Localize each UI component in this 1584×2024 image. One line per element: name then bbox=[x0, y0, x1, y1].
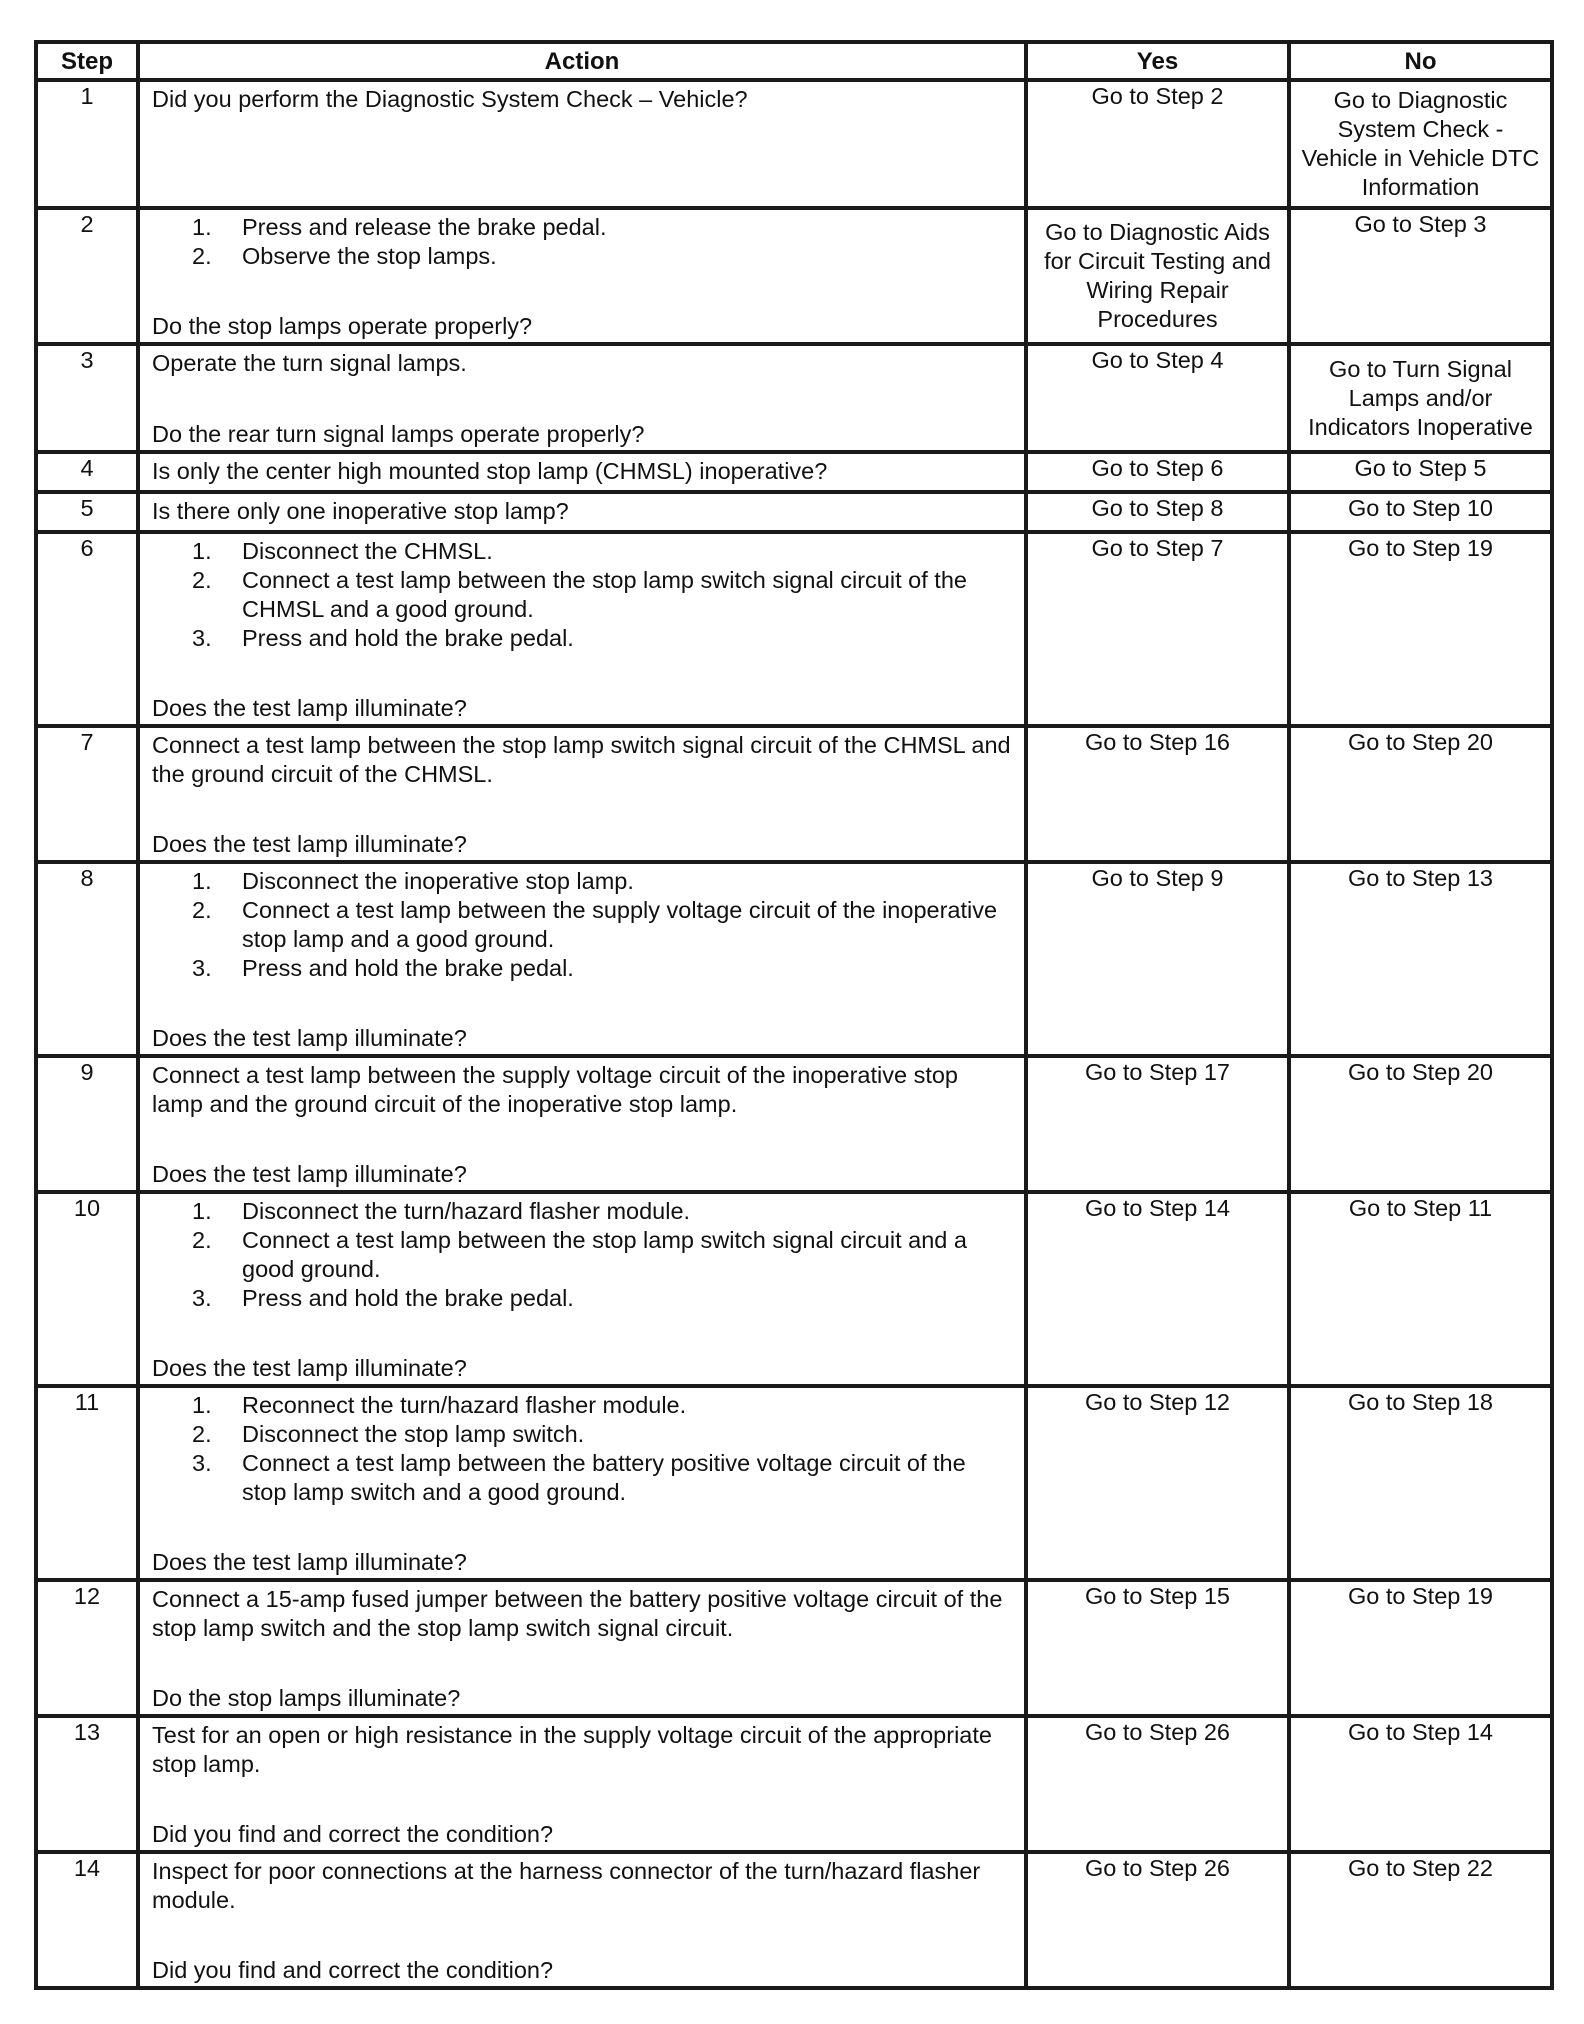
list-item bbox=[192, 1449, 1012, 1507]
action-question: Do the rear turn signal lamps operate properly? bbox=[152, 421, 645, 447]
action-question: Does the test lamp illuminate? bbox=[152, 831, 467, 857]
action-steps-list bbox=[152, 213, 1012, 271]
list-item-number: 1. bbox=[192, 1198, 212, 1224]
yes-result: Go to Step 9 bbox=[1026, 862, 1289, 1056]
list-item-number: 1. bbox=[192, 538, 212, 564]
step-number: 1 bbox=[36, 80, 138, 208]
action-text: Connect a 15-amp fused jumper between the battery positive voltage circuit of the stop lamp switch and the stop lamp switch signal circuit. bbox=[152, 1586, 1003, 1641]
step-number: 5 bbox=[36, 492, 138, 532]
yes-result: Go to Step 17 bbox=[1026, 1056, 1289, 1192]
action-question: Does the test lamp illuminate? bbox=[152, 1355, 467, 1381]
step-number: 12 bbox=[36, 1580, 138, 1716]
action-cell bbox=[138, 80, 1026, 208]
list-item-text: Press and hold the brake pedal. bbox=[242, 625, 574, 651]
list-item-number: 2. bbox=[192, 243, 212, 269]
header-step: Step bbox=[36, 42, 138, 80]
list-item-text: Connect a test lamp between the stop lamp switch signal circuit and a good ground. bbox=[242, 1227, 967, 1282]
list-item bbox=[192, 1197, 1012, 1226]
list-item bbox=[192, 1420, 1012, 1449]
list-item-number: 2. bbox=[192, 567, 212, 593]
table-row bbox=[36, 1716, 1552, 1852]
no-result: Go to Step 5 bbox=[1289, 452, 1552, 492]
list-item bbox=[192, 242, 1012, 271]
action-cell bbox=[138, 1716, 1026, 1852]
table-row bbox=[36, 1580, 1552, 1716]
diagnostic-table bbox=[34, 40, 1554, 1990]
yes-result: Go to Step 16 bbox=[1026, 726, 1289, 862]
yes-result: Go to Step 12 bbox=[1026, 1386, 1289, 1580]
yes-result: Go to Step 4 bbox=[1026, 344, 1289, 452]
no-result: Go to Step 18 bbox=[1289, 1386, 1552, 1580]
action-question: Does the test lamp illuminate? bbox=[152, 1549, 467, 1575]
list-item-text: Observe the stop lamps. bbox=[242, 243, 497, 269]
table-body bbox=[36, 80, 1552, 1988]
action-cell bbox=[138, 492, 1026, 532]
action-question: Do the stop lamps operate properly? bbox=[152, 313, 533, 339]
table-row bbox=[36, 1852, 1552, 1988]
list-item-number: 2. bbox=[192, 1421, 212, 1447]
list-item bbox=[192, 867, 1012, 896]
no-result: Go to Turn Signal Lamps and/or Indicators Inoperative bbox=[1289, 344, 1552, 452]
yes-result: Go to Step 2 bbox=[1026, 80, 1289, 208]
no-result: Go to Step 13 bbox=[1289, 862, 1552, 1056]
table-row bbox=[36, 1386, 1552, 1580]
action-text: Did you perform the Diagnostic System Check – Vehicle? bbox=[152, 86, 748, 112]
action-steps-list bbox=[152, 537, 1012, 653]
action-text: Is only the center high mounted stop lamp (CHMSL) inoperative? bbox=[152, 458, 828, 484]
step-number: 8 bbox=[36, 862, 138, 1056]
action-question: Does the test lamp illuminate? bbox=[152, 1025, 467, 1051]
no-result: Go to Step 3 bbox=[1289, 208, 1552, 344]
table-row bbox=[36, 80, 1552, 208]
list-item-number: 1. bbox=[192, 214, 212, 240]
yes-result: Go to Step 26 bbox=[1026, 1716, 1289, 1852]
action-cell bbox=[138, 344, 1026, 452]
list-item bbox=[192, 213, 1012, 242]
list-item-text: Disconnect the turn/hazard flasher module. bbox=[242, 1198, 691, 1224]
action-text: Connect a test lamp between the stop lamp switch signal circuit of the CHMSL and the ground circuit of the CHMSL. bbox=[152, 732, 1011, 787]
step-number: 7 bbox=[36, 726, 138, 862]
action-text: Inspect for poor connections at the harness connector of the turn/hazard flasher module. bbox=[152, 1858, 981, 1913]
list-item-number: 3. bbox=[192, 955, 212, 981]
no-result: Go to Step 20 bbox=[1289, 1056, 1552, 1192]
yes-result: Go to Step 15 bbox=[1026, 1580, 1289, 1716]
table-row bbox=[36, 452, 1552, 492]
action-cell bbox=[138, 1192, 1026, 1386]
list-item-text: Press and release the brake pedal. bbox=[242, 214, 607, 240]
no-result: Go to Step 11 bbox=[1289, 1192, 1552, 1386]
step-number: 9 bbox=[36, 1056, 138, 1192]
action-text: Is there only one inoperative stop lamp? bbox=[152, 498, 569, 524]
table-row bbox=[36, 1192, 1552, 1386]
step-number: 10 bbox=[36, 1192, 138, 1386]
table-row bbox=[36, 208, 1552, 344]
list-item-number: 1. bbox=[192, 1392, 212, 1418]
header-action: Action bbox=[138, 42, 1026, 80]
no-result: Go to Step 19 bbox=[1289, 1580, 1552, 1716]
yes-result: Go to Diagnostic Aids for Circuit Testing and Wiring Repair Procedures bbox=[1026, 208, 1289, 344]
list-item-number: 3. bbox=[192, 1450, 212, 1476]
no-result: Go to Step 19 bbox=[1289, 532, 1552, 726]
step-number: 14 bbox=[36, 1852, 138, 1988]
list-item-number: 1. bbox=[192, 868, 212, 894]
action-cell bbox=[138, 1386, 1026, 1580]
step-number: 6 bbox=[36, 532, 138, 726]
action-cell bbox=[138, 208, 1026, 344]
header-yes: Yes bbox=[1026, 42, 1289, 80]
yes-result: Go to Step 7 bbox=[1026, 532, 1289, 726]
list-item bbox=[192, 896, 1012, 954]
list-item-text: Connect a test lamp between the stop lamp switch signal circuit of the CHMSL and a good ground. bbox=[242, 567, 967, 622]
no-result: Go to Step 20 bbox=[1289, 726, 1552, 862]
list-item-text: Reconnect the turn/hazard flasher module. bbox=[242, 1392, 687, 1418]
list-item bbox=[192, 566, 1012, 624]
yes-result: Go to Step 6 bbox=[1026, 452, 1289, 492]
action-steps-list bbox=[152, 1391, 1012, 1507]
list-item bbox=[192, 624, 1012, 653]
no-result: Go to Diagnostic System Check - Vehicle in Vehicle DTC Information bbox=[1289, 80, 1552, 208]
action-cell bbox=[138, 1056, 1026, 1192]
yes-result: Go to Step 8 bbox=[1026, 492, 1289, 532]
table-row bbox=[36, 344, 1552, 452]
step-number: 3 bbox=[36, 344, 138, 452]
list-item-text: Connect a test lamp between the battery positive voltage circuit of the stop lamp switch and a good ground. bbox=[242, 1450, 966, 1505]
list-item bbox=[192, 537, 1012, 566]
table-row bbox=[36, 726, 1552, 862]
header-row bbox=[36, 42, 1552, 80]
list-item-number: 3. bbox=[192, 625, 212, 651]
list-item-text: Disconnect the stop lamp switch. bbox=[242, 1421, 585, 1447]
list-item-text: Connect a test lamp between the supply voltage circuit of the inoperative stop lamp and a good ground. bbox=[242, 897, 998, 952]
action-cell bbox=[138, 726, 1026, 862]
yes-result: Go to Step 26 bbox=[1026, 1852, 1289, 1988]
table-row bbox=[36, 492, 1552, 532]
step-number: 13 bbox=[36, 1716, 138, 1852]
action-cell bbox=[138, 532, 1026, 726]
list-item-text: Press and hold the brake pedal. bbox=[242, 955, 574, 981]
action-question: Did you find and correct the condition? bbox=[152, 1957, 554, 1983]
no-result: Go to Step 22 bbox=[1289, 1852, 1552, 1988]
action-question: Does the test lamp illuminate? bbox=[152, 1161, 467, 1187]
action-steps-list bbox=[152, 867, 1012, 983]
action-text: Operate the turn signal lamps. bbox=[152, 350, 467, 376]
table-row bbox=[36, 862, 1552, 1056]
no-result: Go to Step 10 bbox=[1289, 492, 1552, 532]
list-item-number: 2. bbox=[192, 1227, 212, 1253]
list-item-text: Disconnect the inoperative stop lamp. bbox=[242, 868, 634, 894]
list-item-number: 3. bbox=[192, 1285, 212, 1311]
table-row bbox=[36, 1056, 1552, 1192]
list-item bbox=[192, 954, 1012, 983]
list-item-text: Disconnect the CHMSL. bbox=[242, 538, 493, 564]
action-cell bbox=[138, 862, 1026, 1056]
list-item-text: Press and hold the brake pedal. bbox=[242, 1285, 574, 1311]
action-cell bbox=[138, 452, 1026, 492]
header-no: No bbox=[1289, 42, 1552, 80]
step-number: 2 bbox=[36, 208, 138, 344]
action-text: Test for an open or high resistance in the supply voltage circuit of the appropriate stop lamp. bbox=[152, 1722, 992, 1777]
action-cell bbox=[138, 1580, 1026, 1716]
action-question: Did you find and correct the condition? bbox=[152, 1821, 554, 1847]
no-result: Go to Step 14 bbox=[1289, 1716, 1552, 1852]
list-item bbox=[192, 1226, 1012, 1284]
step-number: 4 bbox=[36, 452, 138, 492]
action-steps-list bbox=[152, 1197, 1012, 1313]
list-item-number: 2. bbox=[192, 897, 212, 923]
action-cell bbox=[138, 1852, 1026, 1988]
action-text: Connect a test lamp between the supply voltage circuit of the inoperative stop lamp and the ground circuit of the inoperative stop lamp. bbox=[152, 1062, 958, 1117]
list-item bbox=[192, 1284, 1012, 1313]
action-question: Does the test lamp illuminate? bbox=[152, 695, 467, 721]
list-item bbox=[192, 1391, 1012, 1420]
table-row bbox=[36, 532, 1552, 726]
yes-result: Go to Step 14 bbox=[1026, 1192, 1289, 1386]
action-question: Do the stop lamps illuminate? bbox=[152, 1685, 461, 1711]
step-number: 11 bbox=[36, 1386, 138, 1580]
